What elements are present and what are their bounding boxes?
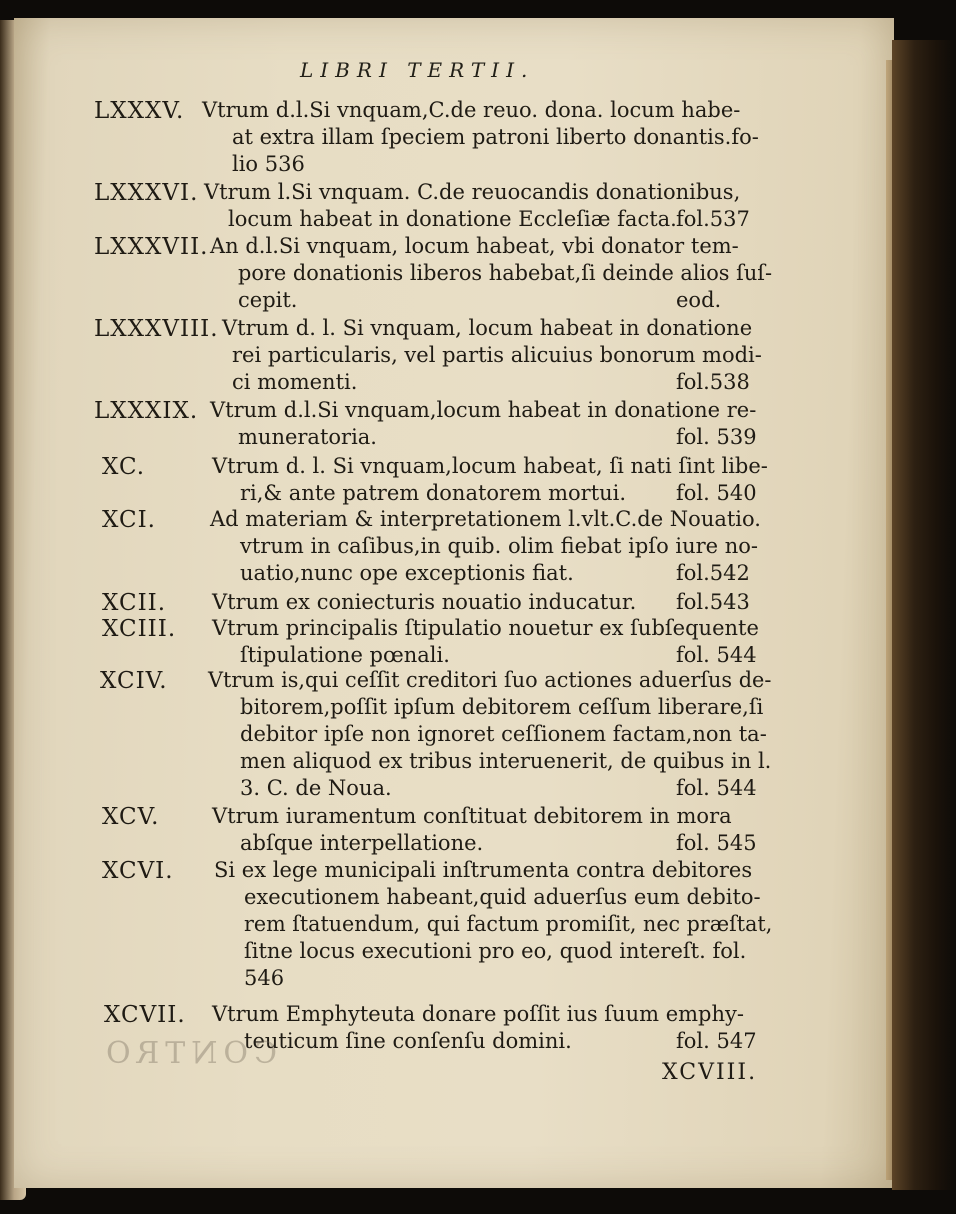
- entry-text-line: teuticum ſine conſenſu domini.: [244, 1029, 572, 1053]
- catchword: XCVIII.: [662, 1060, 758, 1085]
- entry-text-line: 546: [244, 966, 285, 990]
- folio-reference: fol. 547: [676, 1029, 757, 1053]
- entry-number: XCVI.: [102, 858, 174, 884]
- entry-text-line: Vtrum principalis ſtipulatio nouetur ex ſubſequente: [212, 616, 759, 640]
- entry-text-line: cepit.: [238, 288, 298, 312]
- folio-reference: fol.538: [676, 370, 750, 394]
- entry-number: LXXXIX.: [94, 398, 199, 424]
- entry-text-line: men aliquod ex tribus interuenerit, de quibus in l.: [240, 749, 772, 773]
- entry-text-line: bitorem,poſſit ipſum debitorem ceſſum liberare,ſi: [240, 695, 764, 719]
- folio-reference: fol.543: [676, 590, 750, 614]
- entry-text-line: Vtrum d.l.Si vnquam,C.de reuo. dona. locum habe-: [202, 98, 741, 122]
- entry-text-line: pore donationis liberos habebat,ſi deinde alios ſuſ-: [238, 261, 773, 285]
- folio-reference: fol. 539: [676, 425, 757, 449]
- entry-number: XCIV.: [100, 668, 168, 694]
- entry-text-line: debitor ipſe non ignoret ceſſionem factam,non ta-: [240, 722, 767, 746]
- entry-number: XCVII.: [104, 1002, 186, 1028]
- entry-text-line: Si ex lege municipali inſtrumenta contra debitores: [214, 858, 753, 882]
- entry-text-line: uatio,nunc ope exceptionis fiat.: [240, 561, 574, 585]
- entry-text-line: Vtrum d.l.Si vnquam,locum habeat in donatione re-: [210, 398, 757, 422]
- entry-text-line: ſtipulatione pœnali.: [240, 643, 450, 667]
- entry-text-line: ſitne locus executioni pro eo, quod intereſt. fol.: [244, 939, 747, 963]
- entry-text-line: abſque interpellatione.: [240, 831, 484, 855]
- entry-text-line: locum habeat in donatione Eccleſiæ facta.: [228, 207, 677, 231]
- entry-text-line: at extra illam ſpeciem patroni liberto donantis.fo-: [232, 125, 759, 149]
- entry-text-line: Vtrum d. l. Si vnquam,locum habeat, ſi nati ſint libe-: [212, 454, 768, 478]
- running-head: LIBRI TERTII.: [300, 58, 535, 82]
- folio-reference: fol. 544: [676, 643, 757, 667]
- entry-text-line: ci momenti.: [232, 370, 358, 394]
- entry-text-line: ri,& ante patrem donatorem mortui.: [240, 481, 627, 505]
- entry-number: XCII.: [102, 590, 167, 616]
- entry-text-line: executionem habeant,quid aduerſus eum debito-: [244, 885, 761, 909]
- entry-number: LXXXVIII.: [94, 316, 219, 342]
- entry-number: XCI.: [102, 507, 156, 533]
- entry-text-line: Vtrum Emphyteuta donare poſſit ius ſuum emphy-: [212, 1002, 744, 1026]
- entry-number: LXXXVI.: [94, 180, 199, 206]
- entry-number: XC.: [102, 454, 146, 480]
- entry-number: LXXXV.: [94, 98, 185, 124]
- entry-number: XCV.: [102, 804, 160, 830]
- entry-number: LXXXVII.: [94, 234, 209, 260]
- entry-text-line: Vtrum iuramentum conſtituat debitorem in mora: [212, 804, 732, 828]
- entry-text-line: vtrum in caſibus,in quib. olim fiebat ipſo iure no-: [240, 534, 759, 558]
- entry-text-line: muneratoria.: [238, 425, 377, 449]
- entry-text-line: rem ſtatuendum, qui factum promiſit, nec præſtat,: [244, 912, 773, 936]
- folio-reference: eod.: [676, 288, 722, 312]
- folio-reference: fol. 544: [676, 776, 757, 800]
- entry-text-line: Vtrum is,qui ceſſit creditori ſuo actiones aduerſus de-: [208, 668, 772, 692]
- entry-text-line: rei particularis, vel partis alicuius bonorum modi-: [232, 343, 762, 367]
- entry-number: XCIII.: [102, 616, 177, 642]
- entry-text-line: Vtrum l.Si vnquam. C.de reuocandis donationibus,: [204, 180, 741, 204]
- entry-text-line: Vtrum d. l. Si vnquam, locum habeat in donatione: [222, 316, 753, 340]
- entry-text-line: 3. C. de Noua.: [240, 776, 392, 800]
- entry-text-line: Ad materiam & interpretationem l.vlt.C.de Nouatio.: [210, 507, 761, 531]
- show-through-smudge: CONTRO: [100, 1036, 277, 1071]
- folio-reference: fol.537: [676, 207, 750, 231]
- folio-reference: fol. 540: [676, 481, 757, 505]
- entry-text-line: Vtrum ex coniecturis nouatio inducatur.: [212, 590, 637, 614]
- entry-text-line: lio 536: [232, 152, 305, 176]
- folio-reference: fol.542: [676, 561, 750, 585]
- entry-text-line: An d.l.Si vnquam, locum habeat, vbi donator tem-: [210, 234, 739, 258]
- folio-reference: fol. 545: [676, 831, 757, 855]
